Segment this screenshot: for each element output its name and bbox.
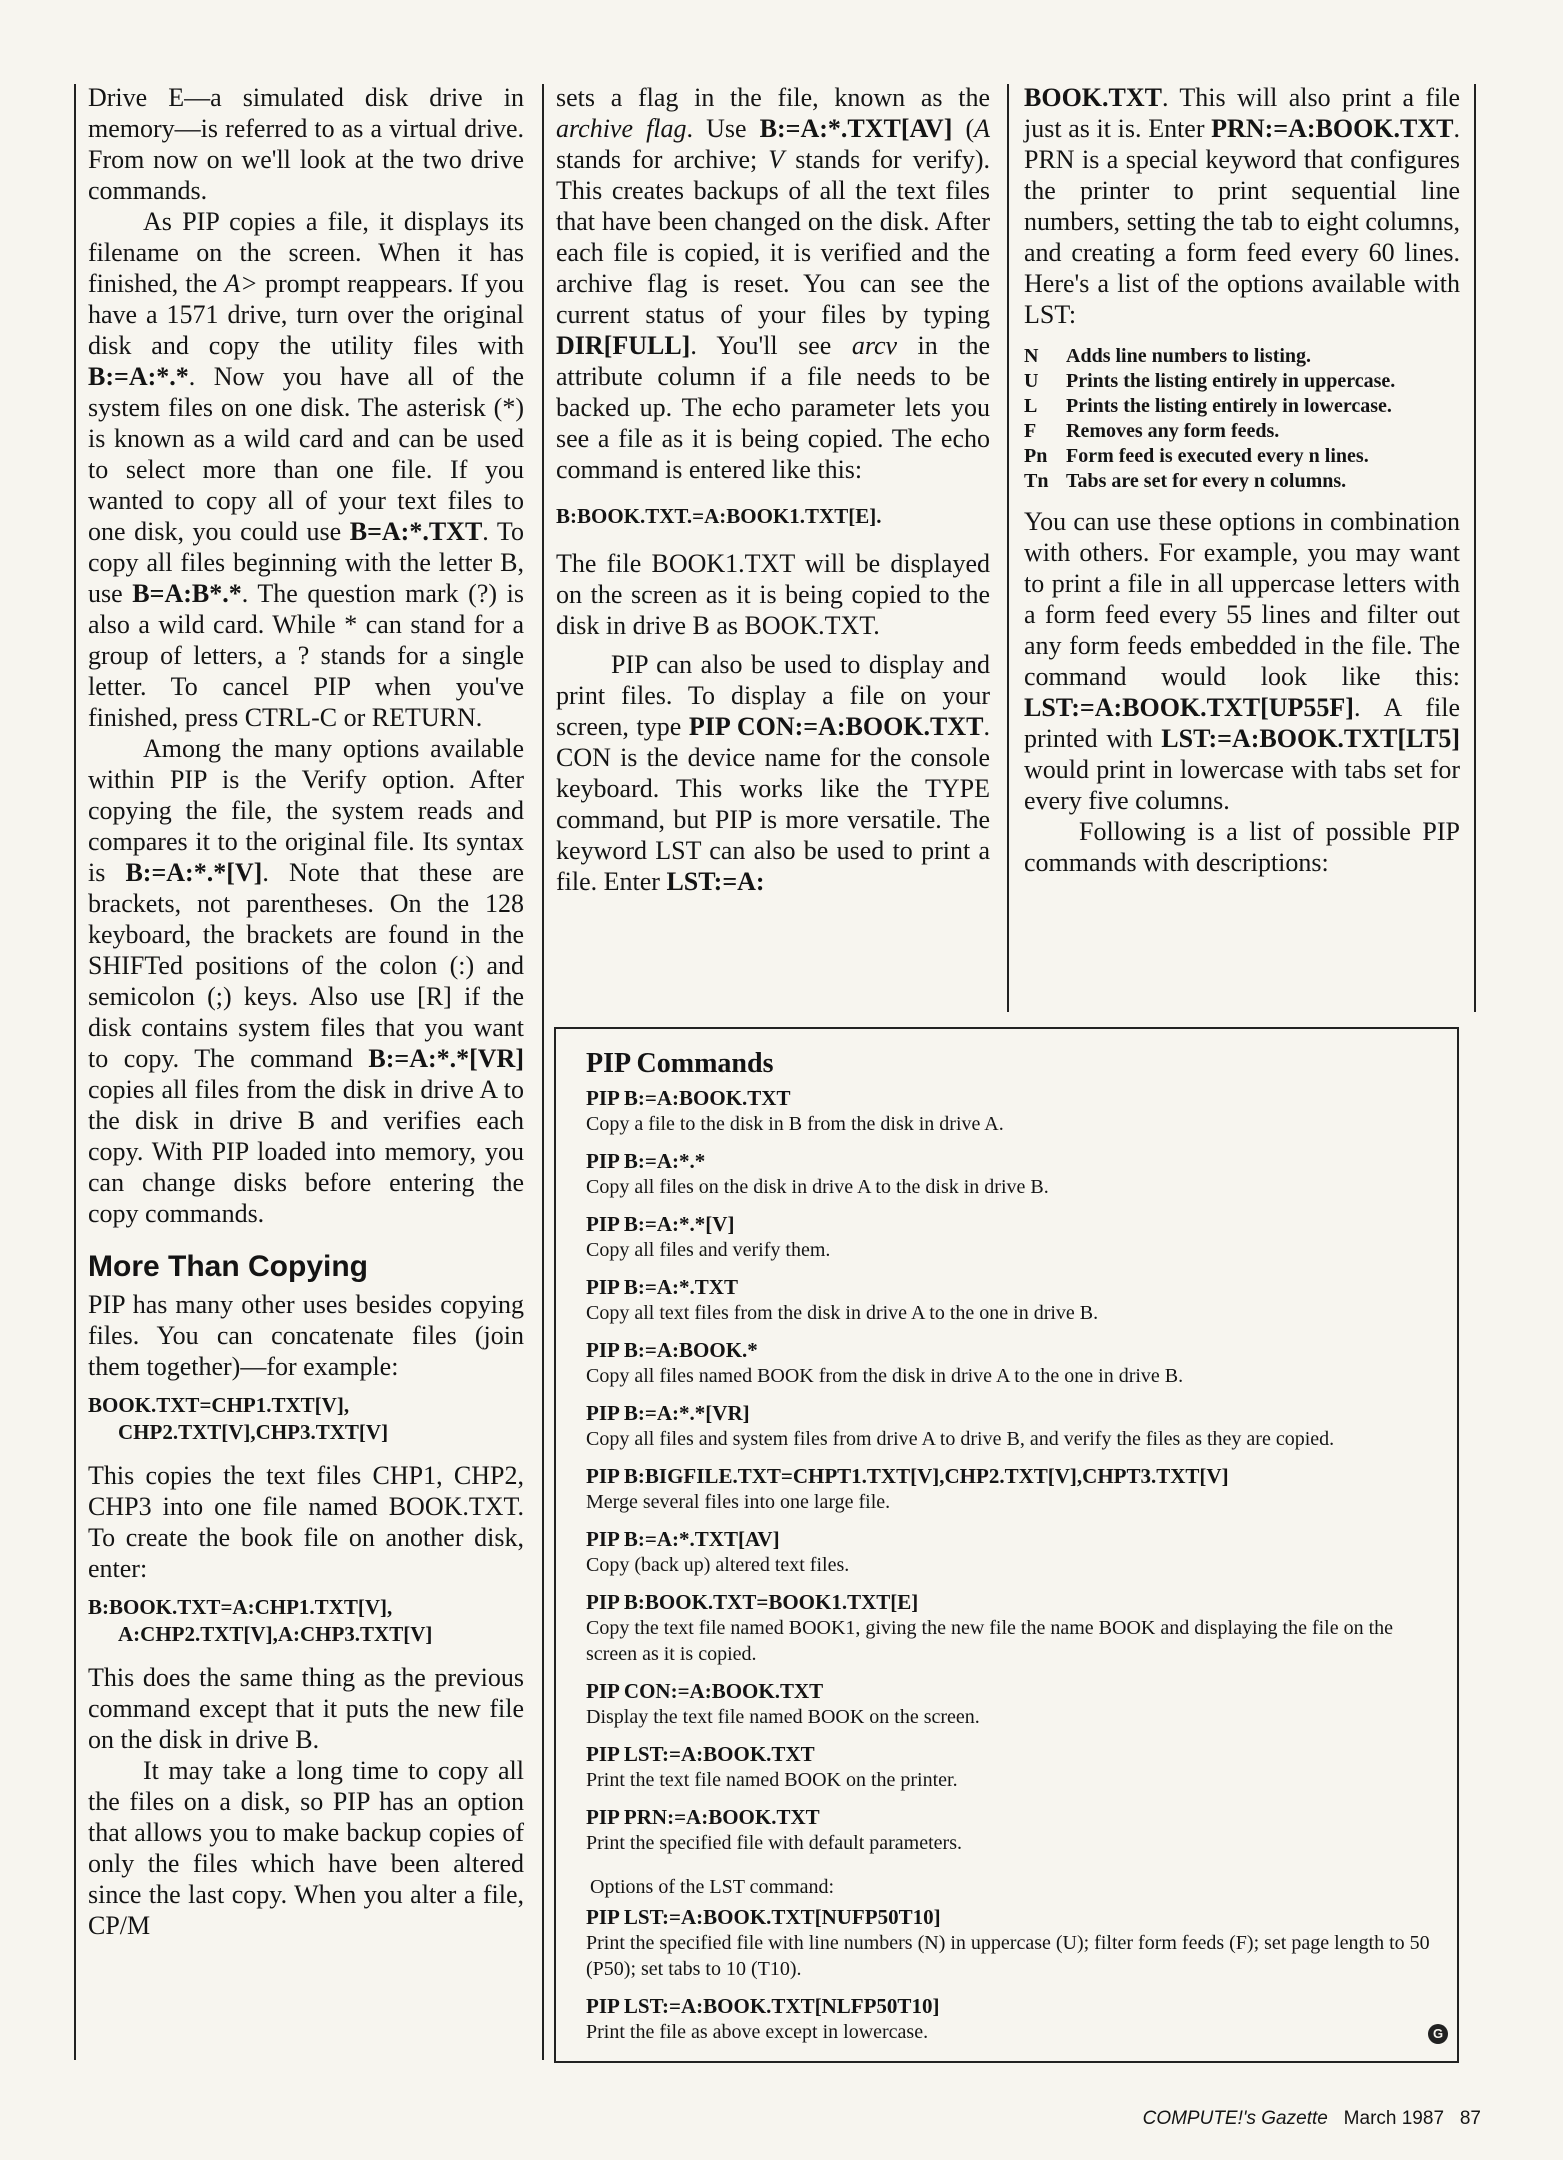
col1-paragraph-2: As PIP copies a file, it displays its filename on the screen. When it has finished, the A> prompt reappears. If you have a 1571 drive, turn over the original disk and copy the utility files with B:=A:*.*. Now you have all of the system files on one disk. The asterisk (*) is known as a wild card and can be used to select more than one file. If you wanted to copy all of your text files to one disk, you could use B=A:*.TXT. To copy all files beginning with the letter B, use B=A:B*.*. The question mark (?) is also a wild card. While * can stand for a group of letters, a ? stands for a single letter. To cancel PIP when you've finished, press CTRL-C or RETURN. xyxy=(88,207,524,732)
section-heading: More Than Copying xyxy=(88,1250,368,1283)
lst-option: Pn Form feed is executed every n lines. xyxy=(1024,445,1369,467)
lst-option: U Prints the listing entirely in uppercase. xyxy=(1024,370,1396,392)
issue-date: March 1987 xyxy=(1343,2108,1445,2129)
col2-paragraph-3: PIP can also be used to display and print files. To display a file on your screen, type PIP CON:=A:BOOK.TXT. CON is the device name for the console keyboard. This works like the TYPE command, but PIP is more versatile. The keyword LST can also be used to print a file. Enter LST:=A: xyxy=(556,650,990,896)
col1-paragraph-4: PIP has many other uses besides copying files. You can concatenate files (join them together)—for example: xyxy=(88,1290,524,1381)
lst-option: F Removes any form feeds. xyxy=(1024,420,1280,442)
lst-options-subheading: Options of the LST command: xyxy=(590,1876,835,1898)
command-entry: PIP B:=A:*.TXT Copy all text files from the disk in drive A to the one in drive B. xyxy=(586,1275,1099,1324)
command-entry: PIP B:BIGFILE.TXT=CHPT1.TXT[V],CHP2.TXT[V],CHPT3.TXT[V] Merge several files into one large file. xyxy=(586,1464,1229,1513)
command-entry: PIP B:=A:*.*[VR] Copy all files and system files from drive A to drive B, and verify the files as they are copied. xyxy=(586,1401,1335,1450)
box-title: PIP Commands xyxy=(586,1048,774,1079)
column-rule-left-outer xyxy=(74,84,76,2060)
column-rule-right-outer xyxy=(1474,84,1476,1012)
col1-paragraph-7: It may take a long time to copy all the files on a disk, so PIP has an option that allows you to make backup copies of only the files which have been altered since the last copy. When you alter a file, CP/M xyxy=(88,1756,524,1940)
command-entry: PIP B:=A:BOOK.* Copy all files named BOOK from the disk in drive A to the one in drive B. xyxy=(586,1338,1184,1387)
lst-options-list xyxy=(1024,344,1460,494)
col1-paragraph-6: This does the same thing as the previous command except that it puts the new file on the disk in drive B. xyxy=(88,1663,524,1754)
column-3 xyxy=(1024,82,1460,878)
command-entry: PIP B:=A:*.* Copy all files on the disk in drive A to the disk in drive B. xyxy=(586,1149,1049,1198)
lst-option: Tn Tabs are set for every n columns. xyxy=(1024,470,1347,492)
col2-paragraph-1: sets a flag in the file, known as the archive flag. Use B:=A:*.TXT[AV] (A stands for archive; V stands for verify). This creates backups of all the text files that have been changed on the disk. After each file is copied, it is verified and the archive flag is reset. You can see the current status of your files by typing DIR[FULL]. You'll see arcv in the attribute column if a file needs to be backed up. The echo parameter lets you see a file as it is being copied. The echo command is entered like this: xyxy=(556,83,990,484)
col3-paragraph-2: You can use these options in combination with others. For example, you may want to print a file in all uppercase letters with a form feed every 55 lines and filter out any form feeds embedded in the file. The command would look like this: LST:=A:BOOK.TXT[UP55F]. A file printed with LST:=A:BOOK.TXT[LT5] would print in lowercase with tabs set for every five columns. xyxy=(1024,507,1460,815)
publication-name: COMPUTE!'s Gazette xyxy=(1142,2108,1328,2129)
lst-command-entry: PIP LST:=A:BOOK.TXT[NLFP50T10] Print the file as above except in lowercase. xyxy=(586,1994,940,2043)
command-entry: PIP LST:=A:BOOK.TXT Print the text file named BOOK on the printer. xyxy=(586,1742,958,1791)
command-entry: PIP CON:=A:BOOK.TXT Display the text file named BOOK on the screen. xyxy=(586,1679,980,1728)
lst-command-entry: PIP LST:=A:BOOK.TXT[NUFP50T10] Print the specified file with line numbers (N) in uppercase (U); filter form feeds (F); set page length to 50 (P50); set tabs to 10 (T10). xyxy=(586,1905,1430,1980)
col2-paragraph-2: The file BOOK1.TXT will be displayed on the screen as it is being copied to the disk in drive B as BOOK.TXT. xyxy=(556,549,990,640)
echo-command-example: B:BOOK.TXT.=A:BOOK1.TXT[E]. xyxy=(556,504,882,528)
column-rule-2-3 xyxy=(1007,84,1009,1012)
column-2 xyxy=(556,82,990,897)
command-example-2: B:BOOK.TXT=A:CHP1.TXT[V], A:CHP2.TXT[V],A:CHP3.TXT[V] xyxy=(88,1595,433,1646)
column-1 xyxy=(88,82,524,1941)
col3-paragraph-1: BOOK.TXT. This will also print a file just as it is. Enter PRN:=A:BOOK.TXT. PRN is a special keyword that configures the printer to print sequential line numbers, setting the tab to eight columns, and creating a form feed every 60 lines. Here's a list of the options available with LST: xyxy=(1024,83,1460,329)
command-entry: PIP B:BOOK.TXT=BOOK1.TXT[E] Copy the text file named BOOK1, giving the new file the name BOOK and displaying the file on the screen as it is copied. xyxy=(586,1590,1394,1665)
command-entry: PIP PRN:=A:BOOK.TXT Print the specified file with default parameters. xyxy=(586,1805,962,1854)
command-entry: PIP B:=A:BOOK.TXT Copy a file to the disk in B from the disk in drive A. xyxy=(586,1086,1004,1135)
end-mark-icon: G xyxy=(1428,2024,1448,2044)
page-number: 87 xyxy=(1459,2108,1481,2129)
col1-paragraph-1: Drive E—a simulated disk drive in memory—is referred to as a virtual drive. From now on we'll look at the two drive commands. xyxy=(88,83,524,205)
command-entry: PIP B:=A:*.TXT[AV] Copy (back up) altered text files. xyxy=(586,1527,850,1576)
lst-option: N Adds line numbers to listing. xyxy=(1024,345,1312,367)
col1-paragraph-5: This copies the text files CHP1, CHP2, CHP3 into one file named BOOK.TXT. To create the book file on another disk, enter: xyxy=(88,1461,524,1583)
column-rule-1-2 xyxy=(542,84,544,2060)
pip-commands-box xyxy=(554,1027,1459,2063)
command-example-1: BOOK.TXT=CHP1.TXT[V], CHP2.TXT[V],CHP3.TXT[V] xyxy=(88,1393,389,1444)
col3-paragraph-3: Following is a list of possible PIP commands with descriptions: xyxy=(1024,817,1460,877)
col1-paragraph-3: Among the many options available within PIP is the Verify option. After copying the file, the system reads and compares it to the original file. Its syntax is B:=A:*.*[V]. Note that these are brackets, not parentheses. On the 128 keyboard, the brackets are found in the SHIFTed positions of the colon (:) and semicolon (;) keys. Also use [R] if the disk contains system files that you want to copy. The command B:=A:*.*[VR] copies all files from the disk in drive A to the disk in drive B and verifies each copy. With PIP loaded into memory, you can change disks before entering the copy commands. xyxy=(88,734,524,1228)
page-footer xyxy=(1143,2108,1481,2130)
lst-option: L Prints the listing entirely in lowercase. xyxy=(1024,395,1392,417)
command-entry: PIP B:=A:*.*[V] Copy all files and verify them. xyxy=(586,1212,831,1261)
